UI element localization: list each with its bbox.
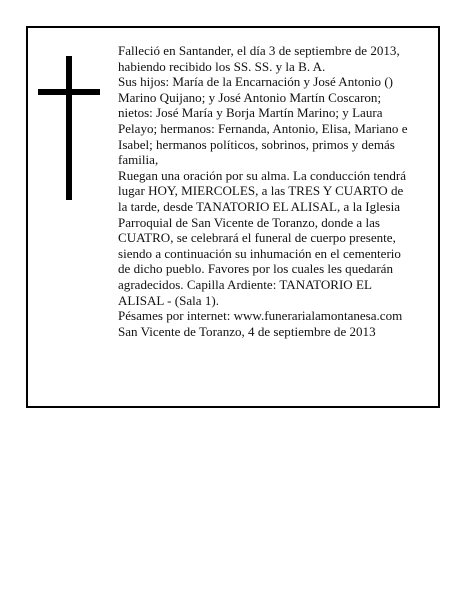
notice-line: CUATRO, se celebrará el funeral de cuerpo presente, — [118, 230, 396, 246]
notice-line: nietos: José María y Borja Martín Marino; y Laura — [118, 105, 383, 121]
notice-line: la tarde, desde TANATORIO EL ALISAL, a la Iglesia — [118, 198, 401, 214]
notice-line: Falleció en Santander, el día 3 de septiembre de 2013, — [118, 43, 400, 58]
notice-line: Ruegan una oración por su alma. La conducción tendrá — [118, 167, 407, 183]
notice-line: habiendo recibido los SS. SS. y la B. A. — [118, 58, 326, 74]
obituary-text — [118, 43, 432, 339]
notice-line: Parroquial de San Vicente de Toranzo, donde a las — [118, 214, 380, 230]
notice-line: agradecidos. Capilla Ardiente: TANATORIO EL — [118, 276, 372, 292]
notice-line: Sus hijos: María de la Encarnación y José Antonio () — [118, 74, 394, 90]
notice-line: siendo a continuación su inhumación en el cementerio — [118, 245, 401, 261]
notice-line: Marino Quijano; y José Antonio Martín Coscaron; — [118, 89, 382, 105]
notice-line: Pésames por internet: www.funerarialamontanesa.com — [118, 308, 403, 324]
notice-line: San Vicente de Toranzo, 4 de septiembre de 2013 — [118, 323, 376, 339]
notice-line: de dicho pueblo. Favores por los cuales les quedarán — [118, 261, 393, 277]
notice-line: ALISAL - (Sala 1). — [118, 292, 219, 308]
cross-icon — [38, 56, 100, 200]
notice-line: lugar HOY, MIERCOLES, a las TRES Y CUARTO de — [118, 183, 404, 199]
obituary-notice — [26, 26, 440, 408]
cross-horizontal-bar — [38, 89, 100, 95]
notice-line: familia, — [118, 152, 159, 168]
notice-line: Pelayo; hermanos: Fernanda, Antonio, Elisa, Mariano e — [118, 120, 408, 136]
cross-vertical-bar — [66, 56, 72, 200]
notice-line: Isabel; hermanos políticos, sobrinos, primos y demás — [118, 136, 395, 152]
